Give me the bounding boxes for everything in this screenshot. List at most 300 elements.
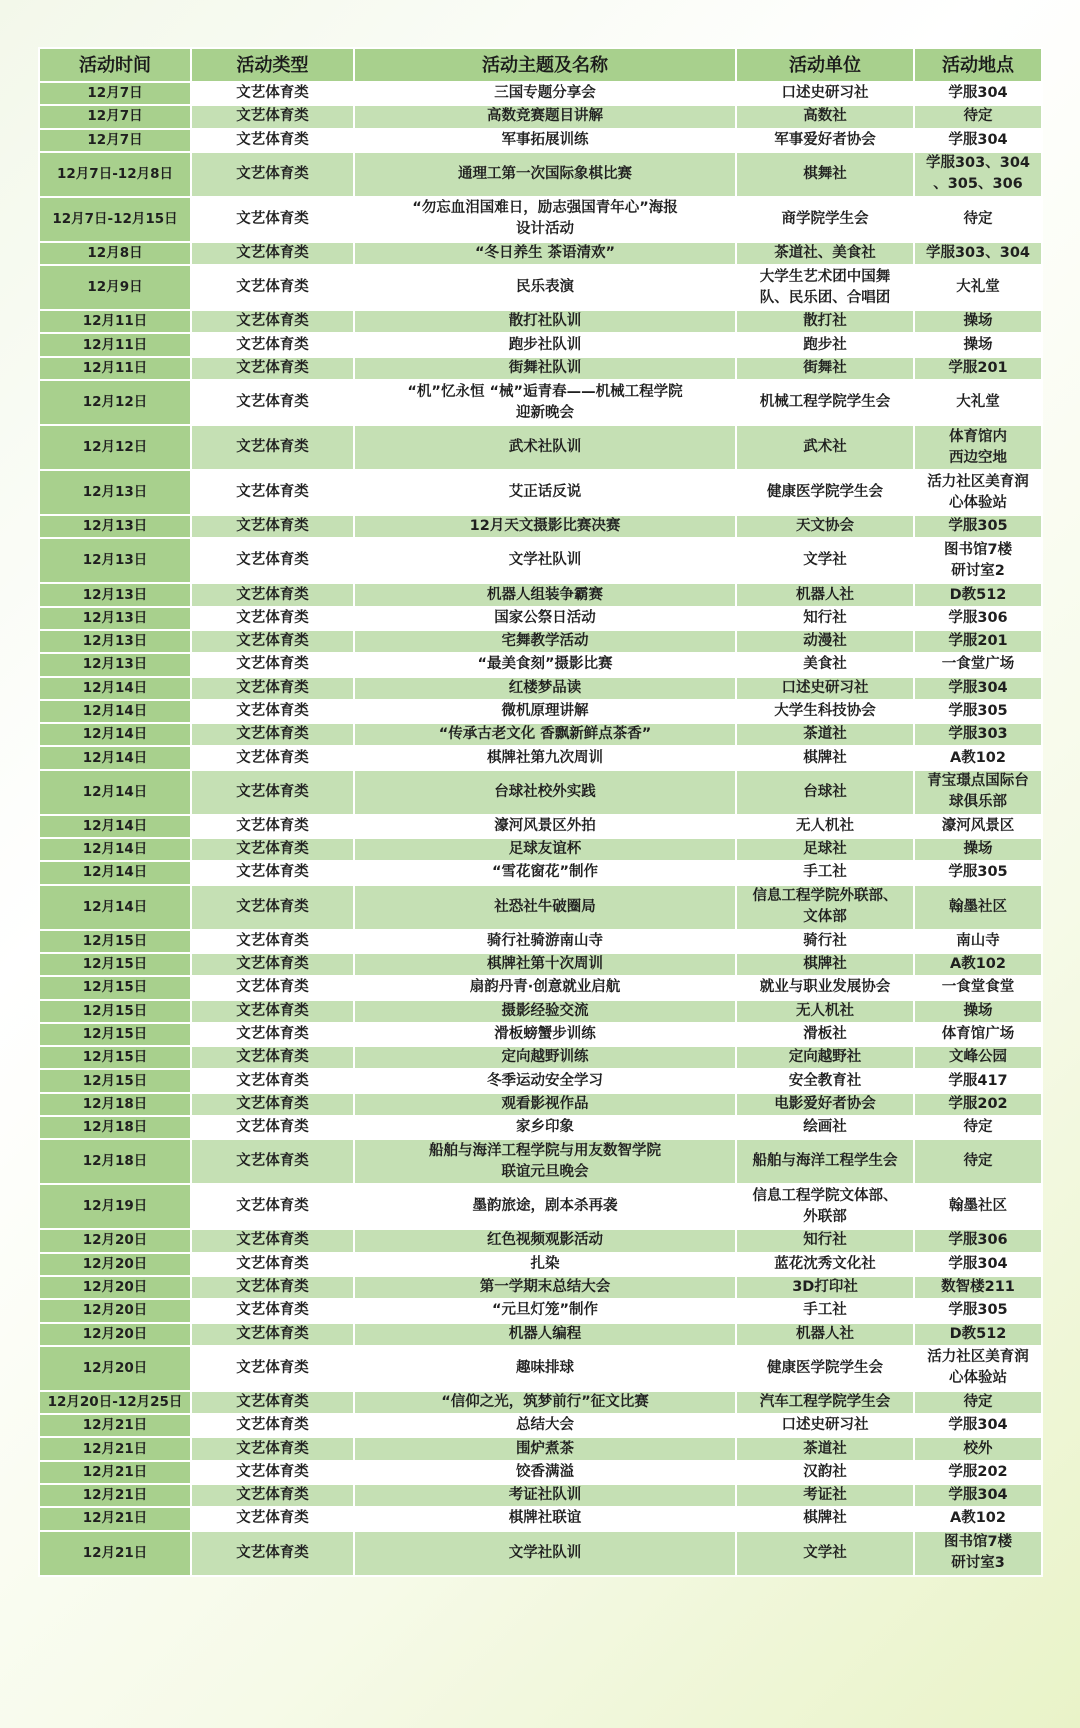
cell-activity-name: “传承古老文化 香飘新鲜点茶香” xyxy=(354,723,736,746)
cell-time: 12月12日 xyxy=(39,425,191,470)
cell-organizer: 茶道社 xyxy=(736,1437,914,1460)
cell-location: 青宝璟点国际台 球俱乐部 xyxy=(914,770,1042,815)
cell-activity-name: 摄影经验交流 xyxy=(354,1000,736,1023)
table-row xyxy=(39,1414,1042,1437)
cell-time: 12月19日 xyxy=(39,1184,191,1229)
cell-location: 濠河风景区 xyxy=(914,815,1042,838)
cell-type: 文艺体育类 xyxy=(191,838,354,861)
table-row xyxy=(39,380,1042,425)
cell-activity-name: 红楼梦品读 xyxy=(354,677,736,700)
cell-location: 南山寺 xyxy=(914,930,1042,953)
cell-organizer: 无人机社 xyxy=(736,1000,914,1023)
cell-time: 12月8日 xyxy=(39,242,191,265)
cell-activity-name: 高数竞赛题目讲解 xyxy=(354,105,736,128)
cell-activity-name: 通理工第一次国际象棋比赛 xyxy=(354,152,736,197)
cell-activity-name: 扎染 xyxy=(354,1253,736,1276)
table-row xyxy=(39,1000,1042,1023)
cell-organizer: 跑步社 xyxy=(736,333,914,356)
table-row xyxy=(39,1531,1042,1576)
cell-time: 12月20日 xyxy=(39,1229,191,1252)
table-row xyxy=(39,1346,1042,1391)
header-unit: 活动单位 xyxy=(736,48,914,82)
cell-organizer: 机器人社 xyxy=(736,1323,914,1346)
table-row xyxy=(39,333,1042,356)
cell-time: 12月20日 xyxy=(39,1253,191,1276)
cell-organizer: 手工社 xyxy=(736,1299,914,1322)
cell-organizer: 文学社 xyxy=(736,538,914,583)
cell-activity-name: 12月天文摄影比赛决赛 xyxy=(354,515,736,538)
table-row xyxy=(39,1023,1042,1046)
cell-location: D教512 xyxy=(914,1323,1042,1346)
cell-type: 文艺体育类 xyxy=(191,1046,354,1069)
cell-activity-name: “信仰之光，筑梦前行”征文比赛 xyxy=(354,1391,736,1414)
cell-time: 12月12日 xyxy=(39,380,191,425)
cell-organizer: 棋牌社 xyxy=(736,1507,914,1530)
cell-type: 文艺体育类 xyxy=(191,197,354,242)
cell-type: 文艺体育类 xyxy=(191,515,354,538)
cell-organizer: 街舞社 xyxy=(736,357,914,380)
cell-location: 操场 xyxy=(914,333,1042,356)
cell-type: 文艺体育类 xyxy=(191,815,354,838)
cell-organizer: 大学生科技协会 xyxy=(736,700,914,723)
table-row xyxy=(39,1461,1042,1484)
cell-time: 12月15日 xyxy=(39,1023,191,1046)
cell-type: 文艺体育类 xyxy=(191,861,354,884)
cell-organizer: 茶道社 xyxy=(736,723,914,746)
cell-organizer: 汉韵社 xyxy=(736,1461,914,1484)
cell-location: 待定 xyxy=(914,1391,1042,1414)
cell-type: 文艺体育类 xyxy=(191,82,354,105)
cell-type: 文艺体育类 xyxy=(191,425,354,470)
cell-type: 文艺体育类 xyxy=(191,1069,354,1092)
cell-type: 文艺体育类 xyxy=(191,1116,354,1139)
cell-location: 大礼堂 xyxy=(914,380,1042,425)
cell-location: 图书馆7楼 研讨室3 xyxy=(914,1531,1042,1576)
cell-location: 学服305 xyxy=(914,861,1042,884)
cell-type: 文艺体育类 xyxy=(191,630,354,653)
cell-type: 文艺体育类 xyxy=(191,1484,354,1507)
cell-activity-name: “冬日养生 茶语清欢” xyxy=(354,242,736,265)
cell-type: 文艺体育类 xyxy=(191,976,354,999)
cell-time: 12月14日 xyxy=(39,770,191,815)
cell-time: 12月9日 xyxy=(39,265,191,310)
cell-time: 12月21日 xyxy=(39,1461,191,1484)
cell-time: 12月14日 xyxy=(39,723,191,746)
table-row xyxy=(39,930,1042,953)
cell-activity-name: 濠河风景区外拍 xyxy=(354,815,736,838)
cell-organizer: 文学社 xyxy=(736,1531,914,1576)
cell-type: 文艺体育类 xyxy=(191,1276,354,1299)
cell-time: 12月21日 xyxy=(39,1437,191,1460)
cell-activity-name: 围炉煮茶 xyxy=(354,1437,736,1460)
cell-activity-name: 总结大会 xyxy=(354,1414,736,1437)
cell-organizer: 知行社 xyxy=(736,607,914,630)
cell-activity-name: “元旦灯笼”制作 xyxy=(354,1299,736,1322)
cell-organizer: 商学院学生会 xyxy=(736,197,914,242)
cell-activity-name: 船舶与海洋工程学院与用友数智学院 联谊元旦晚会 xyxy=(354,1139,736,1184)
cell-activity-name: 墨韵旅途，剧本杀再袭 xyxy=(354,1184,736,1229)
cell-location: D教512 xyxy=(914,583,1042,606)
cell-type: 文艺体育类 xyxy=(191,770,354,815)
cell-activity-name: 台球社校外实践 xyxy=(354,770,736,815)
cell-time: 12月15日 xyxy=(39,953,191,976)
cell-location: 学服201 xyxy=(914,630,1042,653)
table-row xyxy=(39,1069,1042,1092)
cell-time: 12月20日-12月25日 xyxy=(39,1391,191,1414)
cell-organizer: 信息工程学院外联部、 文体部 xyxy=(736,885,914,930)
table-row xyxy=(39,197,1042,242)
cell-activity-name: 跑步社队训 xyxy=(354,333,736,356)
cell-type: 文艺体育类 xyxy=(191,723,354,746)
cell-activity-name: 军事拓展训练 xyxy=(354,129,736,152)
cell-type: 文艺体育类 xyxy=(191,1299,354,1322)
cell-activity-name: 文学社队训 xyxy=(354,538,736,583)
cell-location: 数智楼211 xyxy=(914,1276,1042,1299)
cell-type: 文艺体育类 xyxy=(191,1414,354,1437)
table-row xyxy=(39,425,1042,470)
cell-time: 12月13日 xyxy=(39,583,191,606)
cell-time: 12月15日 xyxy=(39,1046,191,1069)
cell-organizer: 滑板社 xyxy=(736,1023,914,1046)
cell-location: 学服305 xyxy=(914,515,1042,538)
table-row xyxy=(39,242,1042,265)
cell-time: 12月18日 xyxy=(39,1116,191,1139)
cell-type: 文艺体育类 xyxy=(191,1000,354,1023)
cell-time: 12月7日 xyxy=(39,82,191,105)
cell-location: 大礼堂 xyxy=(914,265,1042,310)
cell-type: 文艺体育类 xyxy=(191,1229,354,1252)
cell-time: 12月20日 xyxy=(39,1299,191,1322)
cell-activity-name: 文学社队训 xyxy=(354,1531,736,1576)
cell-type: 文艺体育类 xyxy=(191,1461,354,1484)
table-row xyxy=(39,1229,1042,1252)
cell-type: 文艺体育类 xyxy=(191,1391,354,1414)
cell-type: 文艺体育类 xyxy=(191,310,354,333)
cell-location: A教102 xyxy=(914,1507,1042,1530)
cell-activity-name: 民乐表演 xyxy=(354,265,736,310)
cell-time: 12月11日 xyxy=(39,357,191,380)
table-row xyxy=(39,1391,1042,1414)
cell-organizer: 大学生艺术团中国舞 队、民乐团、合唱团 xyxy=(736,265,914,310)
cell-organizer: 高数社 xyxy=(736,105,914,128)
cell-location: 待定 xyxy=(914,105,1042,128)
cell-organizer: 机械工程学院学生会 xyxy=(736,380,914,425)
cell-organizer: 3D打印社 xyxy=(736,1276,914,1299)
cell-activity-name: 街舞社队训 xyxy=(354,357,736,380)
cell-location: 学服304 xyxy=(914,1484,1042,1507)
cell-time: 12月13日 xyxy=(39,515,191,538)
cell-type: 文艺体育类 xyxy=(191,746,354,769)
cell-type: 文艺体育类 xyxy=(191,538,354,583)
cell-organizer: 机器人社 xyxy=(736,583,914,606)
cell-type: 文艺体育类 xyxy=(191,152,354,197)
table-row xyxy=(39,310,1042,333)
cell-organizer: 足球社 xyxy=(736,838,914,861)
cell-time: 12月15日 xyxy=(39,976,191,999)
cell-organizer: 健康医学院学生会 xyxy=(736,1346,914,1391)
table-row xyxy=(39,1276,1042,1299)
cell-location: 学服306 xyxy=(914,1229,1042,1252)
table-row xyxy=(39,1253,1042,1276)
cell-activity-name: “最美食刻”摄影比赛 xyxy=(354,653,736,676)
cell-activity-name: 棋牌社联谊 xyxy=(354,1507,736,1530)
cell-location: 学服201 xyxy=(914,357,1042,380)
cell-location: A教102 xyxy=(914,746,1042,769)
cell-location: 学服305 xyxy=(914,700,1042,723)
cell-type: 文艺体育类 xyxy=(191,1346,354,1391)
cell-type: 文艺体育类 xyxy=(191,583,354,606)
table-row xyxy=(39,470,1042,515)
cell-organizer: 口述史研习社 xyxy=(736,1414,914,1437)
cell-activity-name: 棋牌社第十次周训 xyxy=(354,953,736,976)
cell-organizer: 散打社 xyxy=(736,310,914,333)
cell-time: 12月13日 xyxy=(39,538,191,583)
cell-time: 12月7日-12月15日 xyxy=(39,197,191,242)
cell-time: 12月14日 xyxy=(39,885,191,930)
cell-location: 待定 xyxy=(914,197,1042,242)
cell-activity-name: 骑行社骑游南山寺 xyxy=(354,930,736,953)
cell-organizer: 电影爱好者协会 xyxy=(736,1093,914,1116)
cell-type: 文艺体育类 xyxy=(191,1139,354,1184)
cell-organizer: 口述史研习社 xyxy=(736,677,914,700)
cell-activity-name: 考证社队训 xyxy=(354,1484,736,1507)
cell-organizer: 天文协会 xyxy=(736,515,914,538)
cell-activity-name: 三国专题分享会 xyxy=(354,82,736,105)
cell-location: 操场 xyxy=(914,310,1042,333)
cell-time: 12月11日 xyxy=(39,310,191,333)
table-row xyxy=(39,1116,1042,1139)
cell-activity-name: 散打社队训 xyxy=(354,310,736,333)
cell-activity-name: 社恐社牛破圈局 xyxy=(354,885,736,930)
cell-organizer: 健康医学院学生会 xyxy=(736,470,914,515)
cell-time: 12月13日 xyxy=(39,653,191,676)
table-row xyxy=(39,885,1042,930)
cell-location: 待定 xyxy=(914,1139,1042,1184)
cell-activity-name: 观看影视作品 xyxy=(354,1093,736,1116)
cell-organizer: 就业与职业发展协会 xyxy=(736,976,914,999)
cell-activity-name: 棋牌社第九次周训 xyxy=(354,746,736,769)
header-place: 活动地点 xyxy=(914,48,1042,82)
cell-type: 文艺体育类 xyxy=(191,1531,354,1576)
cell-time: 12月14日 xyxy=(39,815,191,838)
cell-organizer: 安全教育社 xyxy=(736,1069,914,1092)
cell-location: 体育馆广场 xyxy=(914,1023,1042,1046)
cell-time: 12月14日 xyxy=(39,700,191,723)
cell-activity-name: 趣味排球 xyxy=(354,1346,736,1391)
cell-time: 12月14日 xyxy=(39,838,191,861)
table-row xyxy=(39,538,1042,583)
cell-organizer: 考证社 xyxy=(736,1484,914,1507)
cell-type: 文艺体育类 xyxy=(191,380,354,425)
table-row xyxy=(39,723,1042,746)
cell-time: 12月14日 xyxy=(39,861,191,884)
cell-time: 12月13日 xyxy=(39,630,191,653)
header-name: 活动主题及名称 xyxy=(354,48,736,82)
cell-time: 12月21日 xyxy=(39,1484,191,1507)
header-time: 活动时间 xyxy=(39,48,191,82)
cell-location: 图书馆7楼 研讨室2 xyxy=(914,538,1042,583)
cell-type: 文艺体育类 xyxy=(191,1253,354,1276)
cell-type: 文艺体育类 xyxy=(191,885,354,930)
cell-organizer: 船舶与海洋工程学生会 xyxy=(736,1139,914,1184)
cell-type: 文艺体育类 xyxy=(191,1023,354,1046)
cell-organizer: 动漫社 xyxy=(736,630,914,653)
table-row xyxy=(39,1046,1042,1069)
table-row xyxy=(39,583,1042,606)
cell-location: 活力社区美育润 心体验站 xyxy=(914,1346,1042,1391)
cell-organizer: 军事爱好者协会 xyxy=(736,129,914,152)
cell-type: 文艺体育类 xyxy=(191,265,354,310)
cell-time: 12月14日 xyxy=(39,677,191,700)
cell-type: 文艺体育类 xyxy=(191,953,354,976)
cell-organizer: 茶道社、美食社 xyxy=(736,242,914,265)
cell-type: 文艺体育类 xyxy=(191,677,354,700)
cell-location: 待定 xyxy=(914,1116,1042,1139)
cell-organizer: 口述史研习社 xyxy=(736,82,914,105)
cell-time: 12月21日 xyxy=(39,1414,191,1437)
table-row xyxy=(39,152,1042,197)
cell-organizer: 定向越野社 xyxy=(736,1046,914,1069)
cell-activity-name: 艾正话反说 xyxy=(354,470,736,515)
table-row xyxy=(39,1093,1042,1116)
cell-location: 学服417 xyxy=(914,1069,1042,1092)
cell-organizer: 信息工程学院文体部、 外联部 xyxy=(736,1184,914,1229)
cell-activity-name: 饺香满溢 xyxy=(354,1461,736,1484)
cell-activity-name: 宅舞教学活动 xyxy=(354,630,736,653)
cell-location: 学服303、304 、305、306 xyxy=(914,152,1042,197)
table-row xyxy=(39,630,1042,653)
cell-type: 文艺体育类 xyxy=(191,1093,354,1116)
cell-organizer: 绘画社 xyxy=(736,1116,914,1139)
cell-time: 12月20日 xyxy=(39,1276,191,1299)
cell-activity-name: 红色视频观影活动 xyxy=(354,1229,736,1252)
cell-location: 一食堂广场 xyxy=(914,653,1042,676)
cell-location: 学服304 xyxy=(914,129,1042,152)
cell-organizer: 知行社 xyxy=(736,1229,914,1252)
table-row xyxy=(39,1299,1042,1322)
cell-type: 文艺体育类 xyxy=(191,1507,354,1530)
table-row xyxy=(39,976,1042,999)
cell-location: 学服304 xyxy=(914,82,1042,105)
cell-type: 文艺体育类 xyxy=(191,1437,354,1460)
cell-time: 12月14日 xyxy=(39,746,191,769)
cell-activity-name: 滑板螃蟹步训练 xyxy=(354,1023,736,1046)
cell-organizer: 棋牌社 xyxy=(736,746,914,769)
table-row xyxy=(39,1323,1042,1346)
table-row xyxy=(39,105,1042,128)
cell-activity-name: 武术社队训 xyxy=(354,425,736,470)
cell-type: 文艺体育类 xyxy=(191,105,354,128)
cell-time: 12月20日 xyxy=(39,1323,191,1346)
cell-location: 一食堂食堂 xyxy=(914,976,1042,999)
cell-activity-name: “勿忘血泪国难日，励志强国青年心”海报 设计活动 xyxy=(354,197,736,242)
cell-location: 文峰公园 xyxy=(914,1046,1042,1069)
cell-type: 文艺体育类 xyxy=(191,607,354,630)
cell-time: 12月11日 xyxy=(39,333,191,356)
cell-time: 12月18日 xyxy=(39,1139,191,1184)
table-row xyxy=(39,265,1042,310)
table-row xyxy=(39,607,1042,630)
table-row xyxy=(39,815,1042,838)
cell-activity-name: 足球友谊杯 xyxy=(354,838,736,861)
cell-type: 文艺体育类 xyxy=(191,700,354,723)
table-row xyxy=(39,770,1042,815)
table-row xyxy=(39,357,1042,380)
table-row xyxy=(39,953,1042,976)
table-row xyxy=(39,746,1042,769)
cell-type: 文艺体育类 xyxy=(191,242,354,265)
cell-location: 体育馆内 西边空地 xyxy=(914,425,1042,470)
cell-type: 文艺体育类 xyxy=(191,1184,354,1229)
cell-time: 12月20日 xyxy=(39,1346,191,1391)
cell-organizer: 汽车工程学院学生会 xyxy=(736,1391,914,1414)
cell-organizer: 棋舞社 xyxy=(736,152,914,197)
cell-organizer: 武术社 xyxy=(736,425,914,470)
cell-type: 文艺体育类 xyxy=(191,1323,354,1346)
cell-time: 12月15日 xyxy=(39,930,191,953)
cell-location: 学服303 xyxy=(914,723,1042,746)
cell-organizer: 骑行社 xyxy=(736,930,914,953)
table-row xyxy=(39,1437,1042,1460)
table-body xyxy=(39,82,1042,1576)
cell-activity-name: “雪花窗花”制作 xyxy=(354,861,736,884)
cell-location: 活力社区美育润 心体验站 xyxy=(914,470,1042,515)
cell-time: 12月13日 xyxy=(39,470,191,515)
table-row xyxy=(39,129,1042,152)
header-type: 活动类型 xyxy=(191,48,354,82)
cell-activity-name: 微机原理讲解 xyxy=(354,700,736,723)
table-row xyxy=(39,82,1042,105)
cell-activity-name: 扇韵丹青·创意就业启航 xyxy=(354,976,736,999)
table-row xyxy=(39,515,1042,538)
cell-activity-name: 机器人编程 xyxy=(354,1323,736,1346)
cell-location: 操场 xyxy=(914,838,1042,861)
cell-type: 文艺体育类 xyxy=(191,930,354,953)
cell-time: 12月18日 xyxy=(39,1093,191,1116)
cell-organizer: 手工社 xyxy=(736,861,914,884)
cell-activity-name: 第一学期末总结大会 xyxy=(354,1276,736,1299)
cell-location: 翰墨社区 xyxy=(914,1184,1042,1229)
cell-location: 翰墨社区 xyxy=(914,885,1042,930)
cell-organizer: 棋牌社 xyxy=(736,953,914,976)
table-row xyxy=(39,677,1042,700)
table-row xyxy=(39,653,1042,676)
cell-time: 12月15日 xyxy=(39,1069,191,1092)
cell-time: 12月21日 xyxy=(39,1507,191,1530)
cell-time: 12月21日 xyxy=(39,1531,191,1576)
cell-location: 学服305 xyxy=(914,1299,1042,1322)
cell-location: 学服304 xyxy=(914,1253,1042,1276)
cell-time: 12月15日 xyxy=(39,1000,191,1023)
cell-time: 12月7日 xyxy=(39,129,191,152)
cell-type: 文艺体育类 xyxy=(191,357,354,380)
cell-organizer: 美食社 xyxy=(736,653,914,676)
cell-time: 12月7日 xyxy=(39,105,191,128)
cell-location: A教102 xyxy=(914,953,1042,976)
table-row xyxy=(39,700,1042,723)
cell-type: 文艺体育类 xyxy=(191,129,354,152)
cell-location: 学服202 xyxy=(914,1093,1042,1116)
cell-location: 操场 xyxy=(914,1000,1042,1023)
cell-activity-name: 定向越野训练 xyxy=(354,1046,736,1069)
cell-location: 学服304 xyxy=(914,677,1042,700)
cell-activity-name: 机器人组装争霸赛 xyxy=(354,583,736,606)
cell-organizer: 无人机社 xyxy=(736,815,914,838)
cell-organizer: 蓝花沈秀文化社 xyxy=(736,1253,914,1276)
table-row xyxy=(39,1507,1042,1530)
cell-time: 12月13日 xyxy=(39,607,191,630)
table-header-row xyxy=(39,48,1042,82)
